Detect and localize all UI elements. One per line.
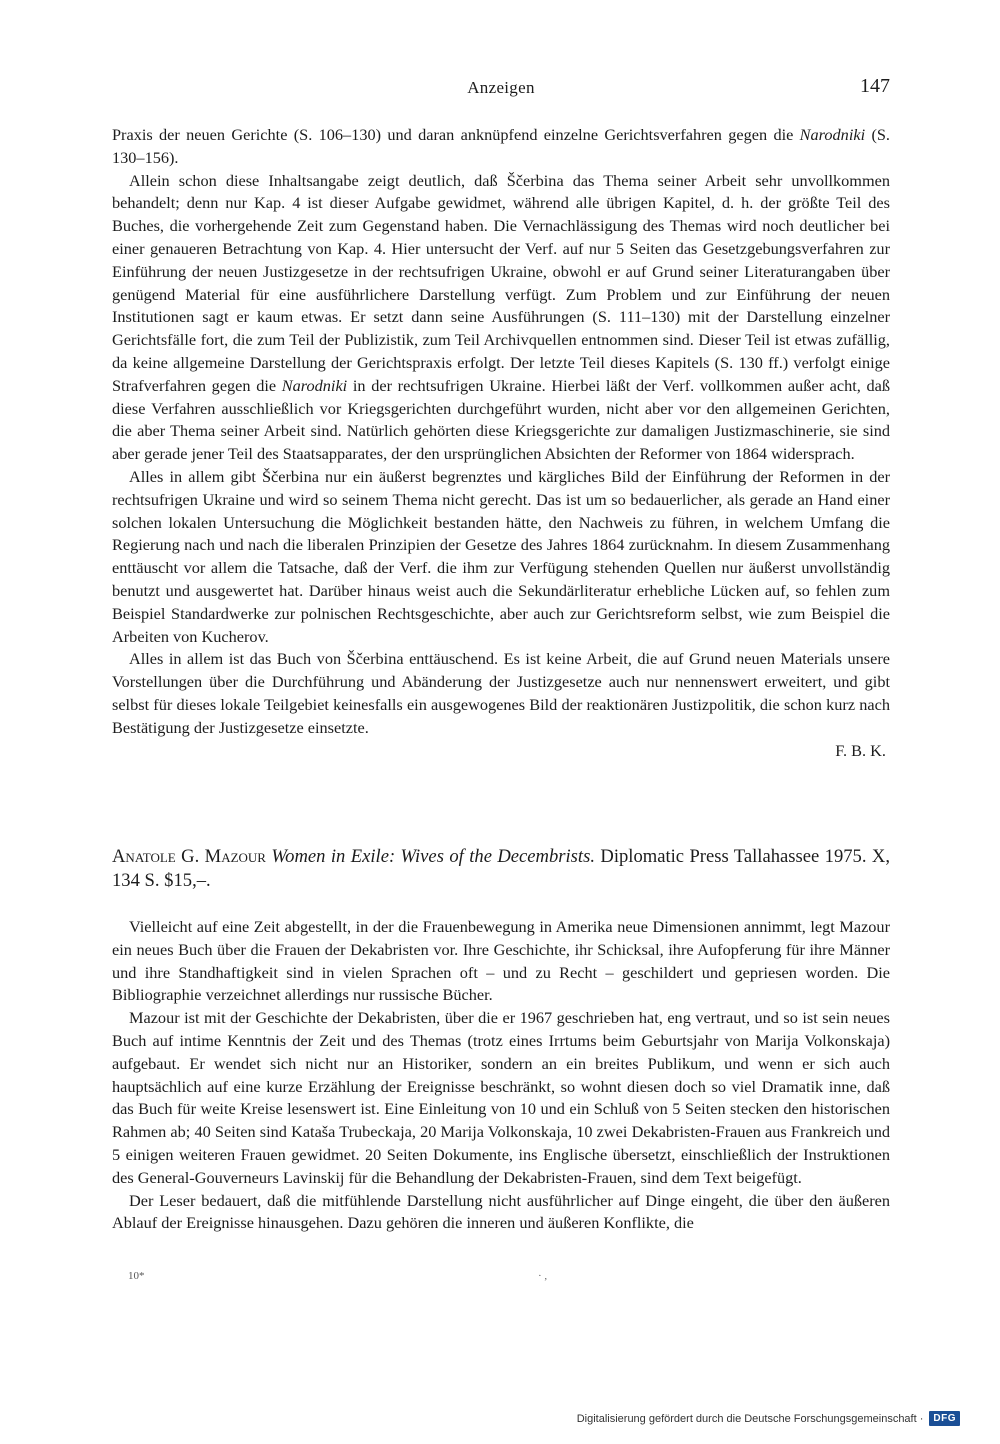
text-run: Der Leser bedauert, daß die mitfühlende Darstellung nicht ausführlicher auf Dinge eingeht, die über den äußeren Ablauf der Ereignisse hinausgehen. Dazu gehören die inneren und äußeren Konflikte, die	[112, 1190, 890, 1233]
scan-marks: · ,	[538, 1270, 548, 1282]
page-number: 147	[860, 75, 890, 97]
italic-term: Narodniki	[281, 375, 348, 395]
reviewer-signature: F. B. K.	[835, 740, 886, 760]
running-head: Anzeigen	[467, 78, 535, 97]
text-run: Alles in allem gibt Ščerbina nur ein äußerst begrenztes und kärgliches Bild der Einführung der Reformen in der rechtsufrigen Ukraine und wird so seinem Thema nicht gerecht. Das ist um so bedauerlicher, als gerade an Hand einer solchen lokalen Untersuchung die Möglichkeit bestanden hätte, den Nachweis zu führen, in welchem Umfang die Regierung nach und nach die liberalen Prinzipien der Gesetze des Jahres 1864 zurücknahm. In diesem Zusammenhang enttäuscht vor allem die Tatsache, daß der Verf. die ihm zur Verfügung stehenden Quellen nur äußerst unvollständig benutzt und ausgewertet hat. Darüber hinaus weist auch die Sekundärliteratur erhebliche Lücken auf, so fehlen zum Beispiel Standardwerke zur polnischen Rechtsgeschichte, aber auch zur Gerichtsreform selbst, wie zum Beispiel die Arbeiten von Kucherov.	[112, 466, 890, 646]
text-run: Vielleicht auf eine Zeit abgestellt, in der die Frauenbewegung in Amerika neue Dimensionen annimmt, legt Mazour ein neues Buch über die Frauen der Dekabristen vor. Ihre Geschichte, ihr Schicksal, ihre Aufopferung für ihre Männer und ihre Standhaftigkeit sind in vielen Sprachen oft – und zu Recht – geschildert und gepriesen worden. Die Bibliographie verzeichnet allerdings nur russische Bücher.	[112, 917, 890, 1005]
text-run: Alles in allem ist das Buch von Ščerbina enttäuschend. Es ist keine Arbeit, die auf Grund neuen Materials unsere Vorstellungen über die Durchführung und Abänderung der Justizgesetze auch nur nennenswert erweitert, und gibt selbst für dieses lokale Teilgebiet keinesfalls ein ausgewogenes Bild der reaktionären Justizpolitik, die schon kurz nach Bestätigung der Justizgesetze einsetzte.	[112, 649, 890, 737]
book-author: Anatole G. Mazour	[112, 846, 266, 867]
book-entry-heading	[112, 845, 890, 893]
paragraph	[112, 1007, 890, 1189]
review-2-paragraphs	[112, 916, 890, 1235]
dfg-logo-icon: DFG	[929, 1411, 960, 1426]
paragraph	[112, 916, 890, 1007]
page-header	[112, 75, 890, 106]
text-run: Allein schon diese Inhaltsangabe zeigt deutlich, daß Ščerbina das Thema seiner Arbeit sehr unvollkommen behandelt; denn nur Kap. 4 ist dieser Aufgabe gewidmet, während alle übrigen Kapitel, d. h. der größte Teil des Buches, die vorhergehende Zeit zum Gegenstand haben. Die Vernachlässigung des Themas wird noch deutlicher bei einer genaueren Betrachtung von Kap. 4. Hier untersucht der Verf. auf nur 5 Seiten das Gesetzgebungsverfahren zur Einführung der neuen Justizgesetze in der rechtsufrigen Ukraine, obwohl er auf Grund seiner Literaturangaben über genügend Material für eine ausführlichere Darstellung verfügt. Zum Problem und zur Einführung der neuen Institutionen sagt er kaum etwas. Er setzt dann seine Ausführungen (S. 111–130) mit der Darstellung einzelner Gerichtsfälle fort, die zum Teil der Publizistik, zum Teil Archivquellen entnommen sind. Dieser Teil ist etwas zufällig, da keine allgemeine Darstellung der Gerichtspraxis erfolgt. Der letzte Teil dieses Kapitels (S. 130 ff.) verfolgt einige Strafverfahren gegen die	[112, 170, 890, 395]
credit-text: Digitalisierung gefördert durch die Deutsche Forschungsgemeinschaft ·	[576, 1412, 924, 1425]
paragraph	[112, 648, 890, 739]
text-run: (S. 130–156).	[112, 125, 890, 167]
review-2-body	[112, 916, 890, 1235]
text-run: Praxis der neuen Gerichte (S. 106–130) und daran anknüpfend einzelne Gerichtsverfahren gegen die	[112, 125, 800, 144]
text-run: Mazour ist mit der Geschichte der Dekabristen, über die er 1967 geschrieben hat, eng vertraut, und so ist sein neues Buch auf intime Kenntnis der Zeit und des Themas (trotz eines Irrtums beim Geburtsjahr von Marija Volkonskaja) aufgebaut. Er wendet sich nicht nur an Historiker, sondern an ein breites Publikum, und wenn er sich auch hauptsächlich auf eine kurze Erzählung der Ereignisse beschränkt, so wohnt diesen doch so viel Dramatik inne, daß das Buch für weite Kreise lesenswert ist. Eine Einleitung von 10 und ein Schluß von 5 Seiten stecken den historischen Rahmen ab; 40 Seiten sind Kataša Trubeckaja, 20 Marija Volkonskaja, 10 zwei Dekabristen-Frauen aus Frankreich und 5 einigen weiteren Frauen gewidmet. 20 Seiten Dokumente, ins Englische übersetzt, einschließlich der Instruktionen des General-Gouverneurs Lavinskij für die Behandlung der Dekabristen-Frauen, sind dem Text beigefügt.	[112, 1008, 890, 1187]
text-run: in der rechtsufrigen Ukraine. Hierbei läßt der Verf. vollkommen außer acht, daß diese Verfahren ausschließlich vor Kriegsgerichten durchgeführt wurden, nicht aber vor den allgemeinen Gerichten, die aber Thema seiner Arbeit sind. Natürlich gehörten diese Kriegsgerichte zur damaligen Justizmaschinerie, sie sind aber gerade jener Teil des Staatsapparates, der den ursprünglichen Absichten der Reformer von 1864 widersprach.	[112, 375, 891, 464]
signature-mark: 10*	[128, 1270, 145, 1282]
paragraph	[112, 124, 890, 170]
paragraph	[112, 170, 890, 466]
italic-term: Narodniki	[799, 125, 866, 144]
review-1-paragraphs	[112, 124, 890, 740]
digitization-credit	[577, 1411, 960, 1426]
paragraph	[112, 1190, 890, 1236]
book-title: Women in Exile: Wives of the Decembrists.	[271, 846, 595, 867]
review-1-body	[112, 124, 890, 762]
paragraph	[112, 466, 890, 648]
book-publication: Diplomatic Press Tallahassee 1975. X, 134 S. $15,–.	[112, 846, 890, 891]
